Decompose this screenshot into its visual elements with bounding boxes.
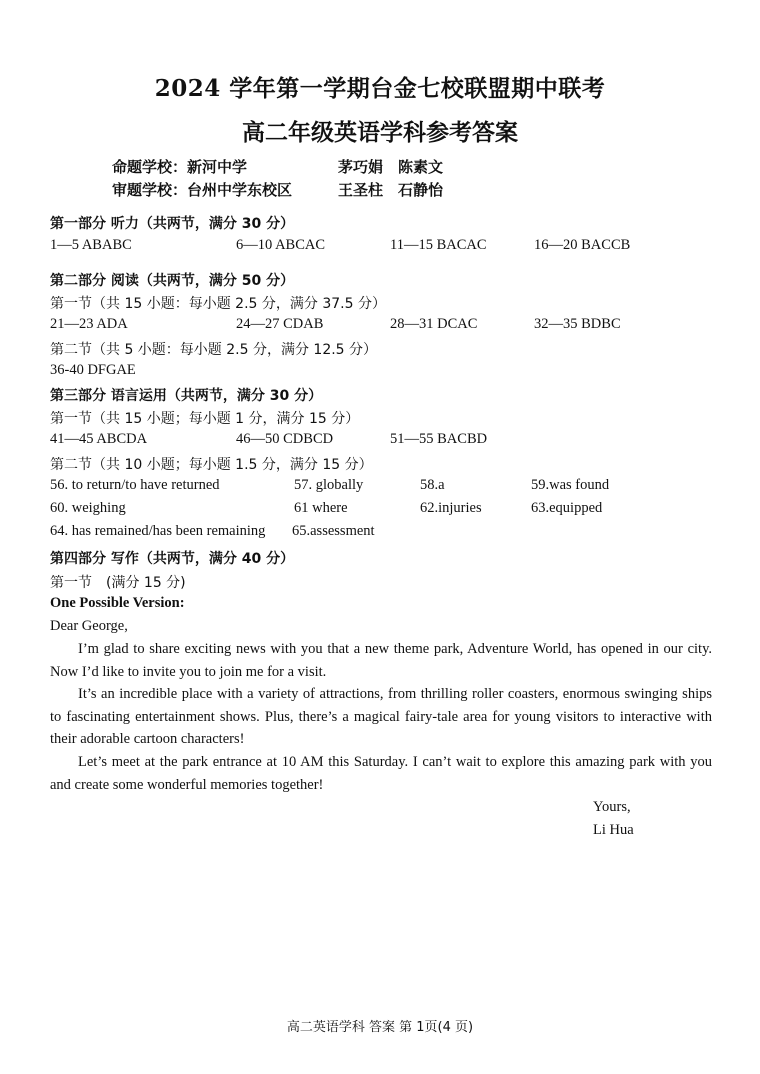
- part3-section2: 第二节（共 10 小题；每小题 1.5 分，满分 15 分）: [50, 457, 373, 473]
- page-title: 2024 学年第一学期台金七校联盟期中联考: [154, 75, 606, 102]
- part4-heading: 第四部分 写作（共两节，满分 40 分）: [50, 551, 295, 567]
- letter-paragraph: It’s an incredible place with a variety of attractions, from thrilling roller coasters, enormous swinging ships to fascinating entertainment shows. Plus, there’s a magical fairy-tale area for young visitors to interactive with their adorable cartoon characters!: [50, 686, 712, 747]
- fill-answer: 63.equipped: [531, 500, 603, 516]
- letter-signature: Li Hua: [593, 822, 634, 838]
- setter-names: 茅巧娟 陈素文: [338, 158, 444, 176]
- answer-group: 36-40 DFGAE: [50, 362, 136, 378]
- reviewer-names: 王圣柱 石静怡: [338, 181, 444, 199]
- fill-answer: 64. has remained/has been remaining: [50, 523, 266, 539]
- answer-group: 1—5 ABABC: [50, 237, 132, 253]
- page-footer: 高二英语学科 答案 第 1页(4 页): [286, 1020, 474, 1035]
- page-subtitle: 高二年级英语学科参考答案: [242, 119, 518, 146]
- answer-group: 32—35 BDBC: [534, 316, 621, 332]
- fill-answer: 65.assessment: [292, 523, 375, 539]
- answer-group: 11—15 BACAC: [390, 237, 487, 253]
- fill-answer: 58.a: [420, 477, 445, 493]
- part2-section2: 第二节（共 5 小题：每小题 2.5 分，满分 12.5 分）: [50, 342, 378, 358]
- letter-paragraph: I’m glad to share exciting news with you that a new theme park, Adventure World, has opened in our city. Now I’d like to invite you to join me for a visit.: [50, 641, 712, 680]
- part3-section1: 第一节（共 15 小题；每小题 1 分，满分 15 分）: [50, 411, 360, 427]
- letter-paragraph: Let’s meet at the park entrance at 10 AM this Saturday. I can’t wait to explore this amazing park with you and create some wonderful memories together!: [50, 754, 712, 793]
- part1-heading: 第一部分 听力（共两节，满分 30 分）: [50, 216, 295, 232]
- letter-closing: Yours,: [593, 799, 631, 815]
- fill-answer: 56. to return/to have returned: [50, 477, 220, 493]
- letter-greeting: Dear George,: [50, 618, 128, 634]
- fill-answer: 61 where: [294, 500, 348, 516]
- answer-group: 24—27 CDAB: [236, 316, 324, 332]
- reviewer-school: 审题学校：台州中学东校区: [112, 181, 293, 199]
- version-label: One Possible Version:: [50, 595, 185, 611]
- part2-section1: 第一节（共 15 小题：每小题 2.5 分，满分 37.5 分）: [50, 296, 386, 312]
- answer-group: 6—10 ABCAC: [236, 237, 326, 253]
- answer-group: 46—50 CDBCD: [236, 431, 334, 447]
- answer-group: 41—45 ABCDA: [50, 431, 148, 447]
- setter-school: 命题学校：新河中学: [112, 158, 248, 176]
- part2-heading: 第二部分 阅读（共两节，满分 50 分）: [50, 273, 295, 289]
- fill-answer: 62.injuries: [420, 500, 482, 516]
- answer-group: 16—20 BACCB: [534, 237, 631, 253]
- answer-group: 28—31 DCAC: [390, 316, 478, 332]
- part4-section1: 第一节 (满分 15 分): [50, 575, 186, 591]
- answer-group: 21—23 ADA: [50, 316, 128, 332]
- fill-answer: 59.was found: [531, 477, 610, 493]
- fill-answer: 60. weighing: [50, 500, 126, 516]
- fill-answer: 57. globally: [294, 477, 364, 493]
- part3-heading: 第三部分 语言运用（共两节，满分 30 分）: [50, 388, 323, 404]
- answer-group: 51—55 BACBD: [390, 431, 488, 447]
